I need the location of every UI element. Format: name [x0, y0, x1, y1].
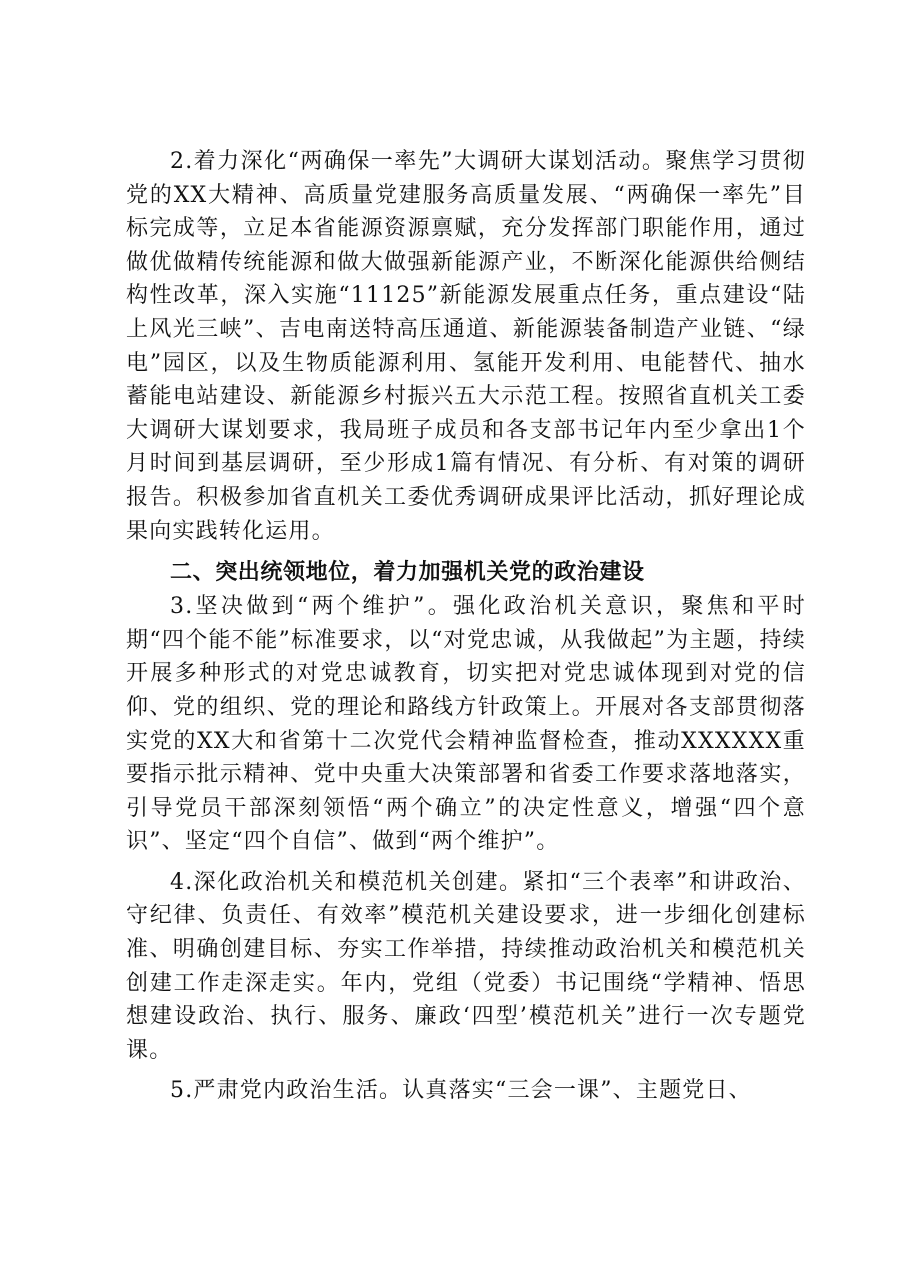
paragraph-5-political-life: 5.严肃党内政治生活。认真落实“三会一课”、主题党日、: [170, 1078, 752, 1104]
paragraph-4-model-organs: 4.深化政治机关和模范机关创建。紧扣“三个表率”和讲政治、守纪律、负责任、有效率”模范机关建设要求，进一步细化创建标准、明确创建目标、夯实工作举措，持续推动政治机关和模范机关创建工作走深走实。年内，党组（党委）书记围绕“学精神、悟思想建设政治、执行、服务、廉政‘四型’模范机关”进行一次专题党课。: [126, 869, 806, 1063]
spacer: [126, 1067, 806, 1074]
spacer: [126, 859, 806, 866]
spacer: [126, 548, 806, 555]
section-heading-2: 二、突出统领地位，着力加强机关党的政治建设: [170, 560, 645, 586]
paragraph-3-two-maintains: 3.坚决做到“两个维护”。强化政治机关意识，聚焦和平时期“四个能不能”标准要求，以“对党忠诚，从我做起”为主题，持续开展多种形式的对党忠诚教育，切实把对党忠诚体现到对党的信仰、党的组织、党的理论和路线方针政策上。开展对各支部贯彻落实党的XX大和省第十二次党代会精神监督检查，推动XXXXXX重要指示批示精神、党中央重大决策部署和省委工作要求落地落实，引导党员干部深刻领悟“两个确立”的决定性意义，增强“四个意识”、坚定“四个自信”、做到“两个维护”。: [126, 594, 806, 855]
paragraph-2-research: 2.着力深化“两确保一率先”大调研大谋划活动。聚焦学习贯彻党的XX大精神、高质量党建服务高质量发展、“两确保一率先”目标完成等，立足本省能源资源禀赋，充分发挥部门职能作用，通过做优做精传统能源和做大做强新能源产业，不断深化能源供给侧结构性改革，深入实施“11125”新能源发展重点任务，重点建设“陆上风光三峡”、吉电南送特高压通道、新能源装备制造产业链、“绿电”园区，以及生物质能源利用、氢能开发利用、电能替代、抽水蓄能电站建设、新能源乡村振兴五大示范工程。按照省直机关工委大调研大谋划要求，我局班子成员和各支部书记年内至少拿出1个月时间到基层调研，至少形成1篇有情况、有分析、有对策的调研报告。积极参加省直机关工委优秀调研成果评比活动，抓好理论成果向实践转化运用。: [126, 149, 806, 544]
document-body: [126, 145, 806, 1108]
